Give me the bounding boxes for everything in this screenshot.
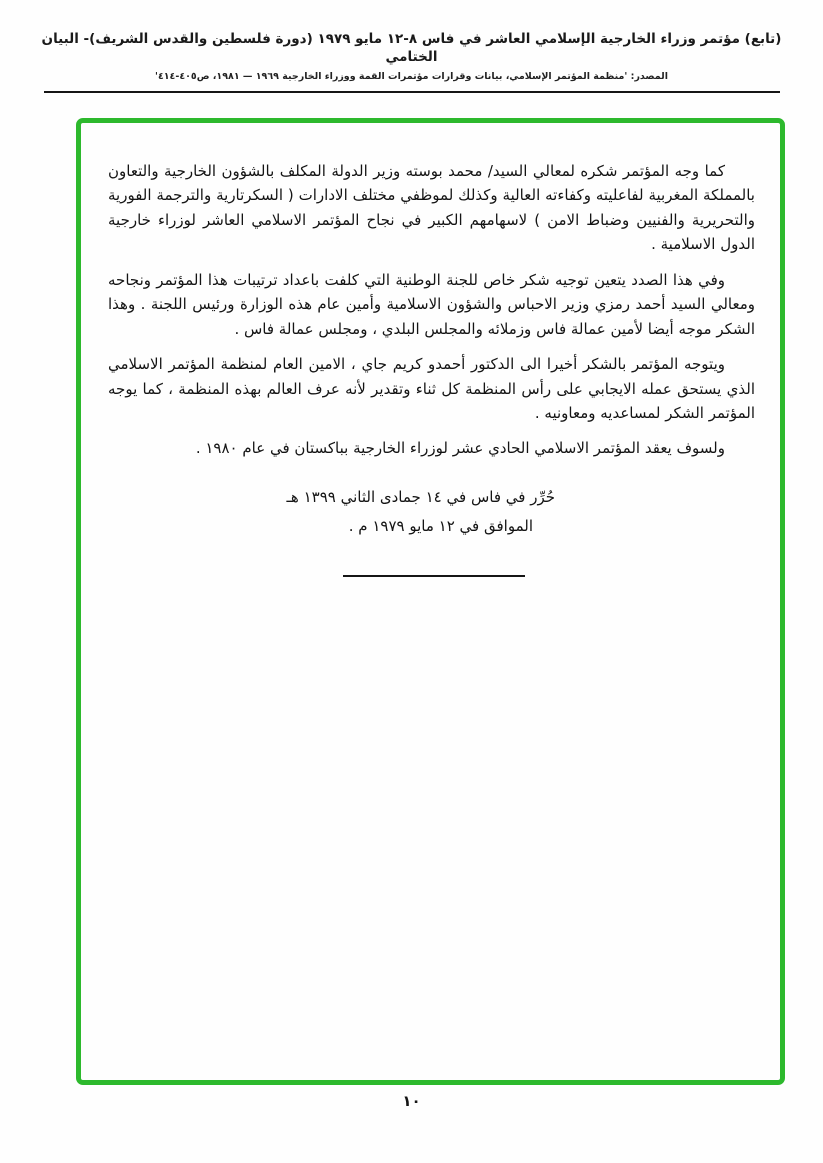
body-paragraph: ويتوجه المؤتمر بالشكر أخيرا الى الدكتور أحمدو كريم جاي ، الامين العام لمنظمة المؤتمر الاسلامي الذي يستحق عمله الايجابي على رأس المنظمة كل ثناء وتقدير لأنه عرف العالم بهذه المنظمة ، كما يوجه المؤتمر الشكر لمساعديه ومعاونيه . (108, 355, 755, 422)
header-divider (44, 91, 780, 93)
highlight-annotation-box (76, 118, 785, 1085)
date-block (108, 483, 555, 542)
page-footer (0, 1092, 823, 1110)
body-paragraph: ولسوف يعقد المؤتمر الاسلامي الحادي عشر لوزراء الخارجية بباكستان في عام ١٩٨٠ . (195, 439, 725, 458)
document-source-line: المصدر: 'منظمة المؤتمر الإسلامي، بيانات وقرارات مؤتمرات القمة ووزراء الخارجية ١٩٦٩ — ١٩٨١، ص٤٠٥-٤١٤' (155, 71, 668, 83)
page-header (0, 0, 823, 93)
closing-divider (343, 575, 525, 577)
page-number: ١٠ (402, 1092, 421, 1110)
hijri-date-line: حُرِّر في فاس في ١٤ جمادى الثاني ١٣٩٩ هـ (286, 487, 555, 506)
document-title: (تابع) مؤتمر وزراء الخارجية الإسلامي العاشر في فاس ٨-١٢ مايو ١٩٧٩ (دورة فلسطين والقدس الشريف)- البيان الختامي (41, 31, 782, 66)
body-paragraph: وفي هذا الصدد يتعين توجيه شكر خاص للجنة الوطنية التي كلفت باعداد ترتيبات هذا المؤتمر ونجاحه ومعالي السيد أحمد رمزي وزير الاحباس والشؤون الاسلامية وأمين عام هذه الوزارة ورئيس اللجنة . وهذا الشكر موجه أيضا لأمين عمالة فاس وزملائه والمجلس البلدي ، ومجلس عمالة فاس . (108, 270, 755, 338)
body-paragraph: كما وجه المؤتمر شكره لمعالي السيد/ محمد بوسته وزير الدولة المكلف بالشؤون الخارجية والتعاون بالمملكة المغربية لفاعليته وكفاءته العالية وكذلك لموظفي مختلف الادارات ( السكرتارية والترجمة الفورية والتحريرية والفنيين وضباط الامن ) لاسهامهم الكبير في نجاح المؤتمر الاسلامي العاشر لوزراء خارجية الدول الاسلامية . (108, 162, 755, 254)
gregorian-date-line: الموافق في ١٢ مايو ١٩٧٩ م . (348, 517, 533, 536)
